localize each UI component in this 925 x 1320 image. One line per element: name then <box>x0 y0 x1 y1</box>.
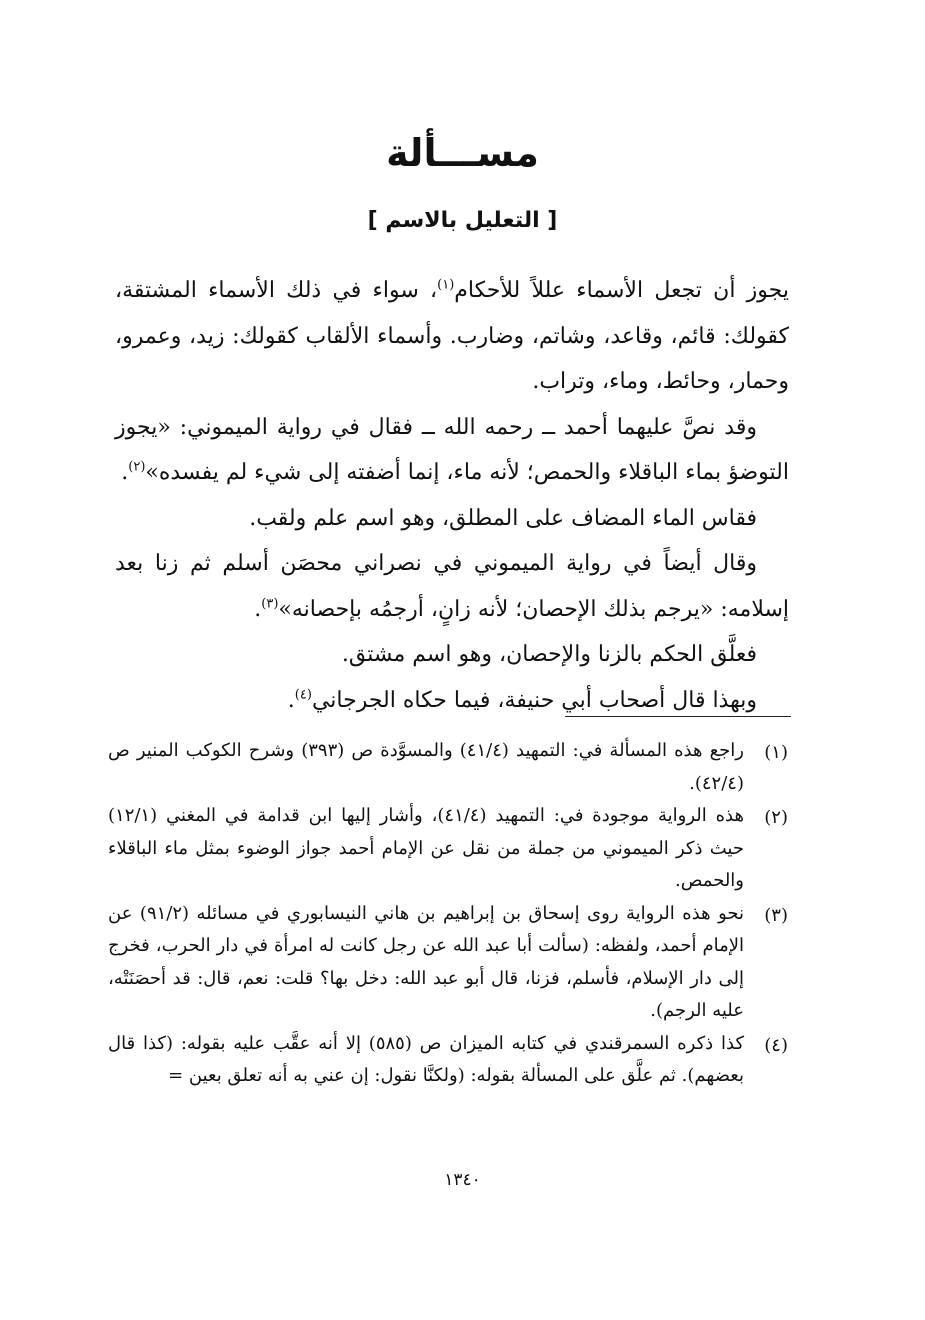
paragraph-text: وقد نصَّ عليهما أحمد ــ رحمه الله ــ فقال في رواية الميموني: «يجوز التوضؤ بماء الباقلاء والحمص؛ لأنه ماء، إنما أضفته إلى شيء لم يفسده» <box>115 414 789 485</box>
footnote-marker: (٢) <box>128 459 146 475</box>
paragraph-text: . <box>287 687 295 713</box>
section-subtitle: [ التعليل بالاسم ] <box>367 208 558 233</box>
paragraph-text: فقاس الماء المضاف على المطلق، وهو اسم علم ولقب. <box>249 505 757 531</box>
paragraph-text: يجوز أن تجعل الأسماء عللاً للأحكام <box>454 278 789 303</box>
footnote-marker: (٤) <box>294 687 312 703</box>
footnote <box>108 735 788 800</box>
footnote-number: (٤) <box>764 1034 788 1056</box>
page-number: ١٣٤٠ <box>444 1170 481 1190</box>
chapter-title: مســـألة <box>386 131 539 175</box>
footnote-marker: (٣) <box>261 596 279 612</box>
footnote-text: نحو هذه الرواية روى إسحاق بن إبراهيم بن هاني النيسابوري في مسائله (٩١/٢) عن الإمام أحمد، ولفظه: (سألت أبا عبد الله عن رجل كانت له امرأة في دار الحرب، فخرج إلى دار الإسلام، فأسلم، فزنا، قال أبو عبد الله: دخل بها؟ قلت: نعم، قال: قد أحصَنَتْه، عليه الرجم). <box>108 902 745 1021</box>
footnote-number: (٣) <box>764 904 788 926</box>
footnote <box>108 1028 788 1093</box>
footnote <box>108 800 788 898</box>
paragraph-text: . <box>254 596 262 622</box>
footnote-number: (١) <box>764 742 788 763</box>
footnote-text: كذا ذكره السمرقندي في كتابه الميزان ص (٥٨٥) إلا أنه عقَّب عليه بقوله: (كذا قال بعضهم). ثم علَّق على المسألة بقوله: (ولكنَّا نقول: إن عني به أنه تعلق بعين = <box>108 1032 745 1086</box>
footnotes <box>108 735 788 1093</box>
footnote-number: (٢) <box>764 807 788 828</box>
footnote-text: هذه الرواية موجودة في: التمهيد (٤١/٤)، وأشار إليها ابن قدامة في المغني (١٢/١) حيث ذكر الميموني من جملة من نقل عن الإمام أحمد جواز الوضوء بمثل ماء الباقلاء والحمص. <box>108 805 744 891</box>
paragraph-text: . <box>121 460 129 485</box>
paragraph <box>115 405 789 496</box>
footnote-separator <box>565 716 791 717</box>
paragraph <box>115 268 789 405</box>
paragraph-text: وبهذا قال أصحاب أبي حنيفة، فيما حكاه الجرجاني <box>311 687 757 713</box>
paragraph-text: ، سواء في ذلك الأسماء المشتقة، كقولك: قائم، وقاعد، وشاتم، وضارب. وأسماء الألقاب كقولك: زيد، وعمرو، وحمار، وحائط، وماء، وتراب. <box>115 278 789 394</box>
paragraph <box>115 496 789 542</box>
footnote-text: راجع هذه المسألة في: التمهيد (٤١/٤) والمسوَّدة ص (٣٩٣) وشرح الكوكب المنير ص (٤٢/٤). <box>108 740 744 794</box>
main-text <box>115 268 789 723</box>
paragraph <box>115 541 789 632</box>
paragraph <box>115 632 789 678</box>
paragraph-text: فعلَّق الحكم بالزنا والإحصان، وهو اسم مشتق. <box>341 642 757 667</box>
paragraph-text: وقال أيضاً في رواية الميموني في نصراني محصَن أسلم ثم زنا بعد إسلامه: «يرجم بذلك الإحصان؛ لأنه زانٍ، أرجمُه بإحصانه» <box>115 551 789 622</box>
footnote <box>108 898 788 1028</box>
footnote-marker: (١) <box>437 277 455 293</box>
